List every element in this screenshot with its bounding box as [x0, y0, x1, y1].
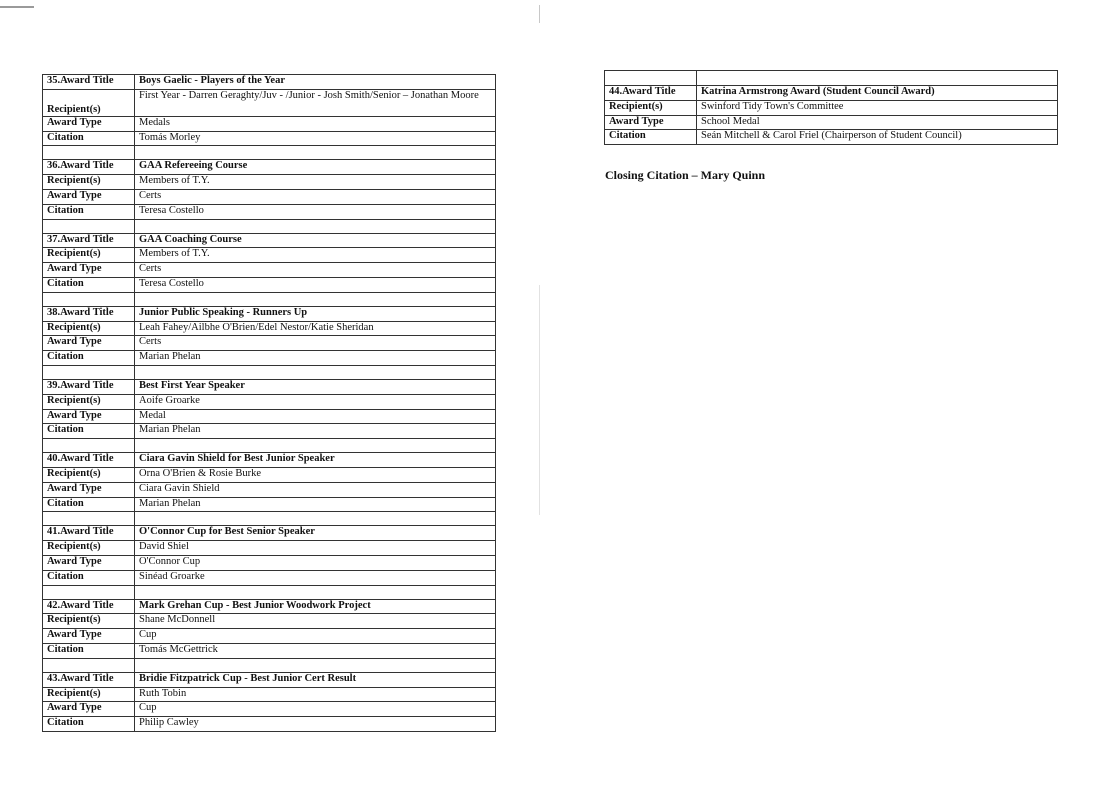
recipients-row [43, 541, 496, 556]
spacer-row [43, 292, 496, 306]
citation-row [43, 643, 496, 658]
recipients-label: Recipient(s) [43, 248, 135, 263]
recipients-row [43, 175, 496, 190]
awards-table-right [604, 70, 1058, 145]
award-type-label: Award Type [605, 115, 697, 130]
award-type-row [605, 115, 1058, 130]
award-title-value: Junior Public Speaking - Runners Up [135, 306, 496, 321]
award-title-label: 43.Award Title [43, 672, 135, 687]
award-type-row [43, 555, 496, 570]
citation-label: Citation [43, 277, 135, 292]
citation-label: Citation [43, 717, 135, 732]
citation-label: Citation [43, 351, 135, 366]
award-title-value: Mark Grehan Cup - Best Junior Woodwork Project [135, 599, 496, 614]
award-title-row [43, 160, 496, 175]
spacer-row [43, 439, 496, 453]
spacer-row [43, 365, 496, 379]
award-type-row [43, 629, 496, 644]
citation-row [43, 424, 496, 439]
recipients-label: Recipient(s) [43, 394, 135, 409]
award-title-label: 39.Award Title [43, 379, 135, 394]
recipients-value: Ruth Tobin [135, 687, 496, 702]
award-type-value: Ciara Gavin Shield [135, 482, 496, 497]
award-type-label: Award Type [43, 482, 135, 497]
recipients-label: Recipient(s) [605, 100, 697, 115]
recipients-row [43, 687, 496, 702]
recipients-label: Recipient(s) [43, 467, 135, 482]
citation-label: Citation [43, 131, 135, 146]
award-title-label: 42.Award Title [43, 599, 135, 614]
award-type-value: Medals [135, 116, 496, 131]
award-type-label: Award Type [43, 702, 135, 717]
citation-row [43, 277, 496, 292]
spacer-row [43, 512, 496, 526]
citation-label: Citation [43, 570, 135, 585]
award-type-value: Certs [135, 263, 496, 278]
recipients-label: Recipient(s) [43, 89, 135, 116]
citation-value: Marian Phelan [135, 497, 496, 512]
recipients-row [43, 321, 496, 336]
award-title-row [43, 75, 496, 90]
recipients-row [43, 248, 496, 263]
award-title-row [605, 86, 1058, 101]
award-title-label: 40.Award Title [43, 453, 135, 468]
recipients-label: Recipient(s) [43, 175, 135, 190]
award-title-value: GAA Refereeing Course [135, 160, 496, 175]
recipients-value: First Year - Darren Geraghty/Juv - /Junior - Josh Smith/Senior – Jonathan Moore [135, 89, 496, 116]
citation-row [43, 717, 496, 732]
citation-row [43, 131, 496, 146]
award-title-row [43, 526, 496, 541]
citation-value: Marian Phelan [135, 424, 496, 439]
award-title-row [43, 306, 496, 321]
award-type-row [43, 116, 496, 131]
award-type-value: Cup [135, 629, 496, 644]
recipients-row [43, 467, 496, 482]
recipients-value: David Shiel [135, 541, 496, 556]
award-title-row [43, 379, 496, 394]
recipients-label: Recipient(s) [43, 687, 135, 702]
award-title-label: 35.Award Title [43, 75, 135, 90]
award-type-value: Certs [135, 189, 496, 204]
award-type-row [43, 336, 496, 351]
award-type-row [43, 263, 496, 278]
award-title-row [43, 233, 496, 248]
award-type-label: Award Type [43, 189, 135, 204]
award-type-label: Award Type [43, 409, 135, 424]
citation-value: Philip Cawley [135, 717, 496, 732]
award-title-row [43, 672, 496, 687]
citation-label: Citation [43, 497, 135, 512]
award-type-label: Award Type [43, 555, 135, 570]
recipients-value: Members of T.Y. [135, 248, 496, 263]
citation-row [43, 351, 496, 366]
citation-row [43, 570, 496, 585]
award-type-label: Award Type [43, 116, 135, 131]
award-title-value: Katrina Armstrong Award (Student Council Award) [697, 86, 1058, 101]
citation-value: Sinéad Groarke [135, 570, 496, 585]
award-title-value: O'Connor Cup for Best Senior Speaker [135, 526, 496, 541]
citation-row [605, 130, 1058, 145]
award-type-row [43, 702, 496, 717]
spacer-row [43, 146, 496, 160]
spacer-row [43, 585, 496, 599]
award-type-value: Certs [135, 336, 496, 351]
page-fold-shadow [539, 285, 540, 515]
awards-table-left [42, 74, 496, 732]
award-title-label: 41.Award Title [43, 526, 135, 541]
citation-label: Citation [43, 424, 135, 439]
citation-row [43, 497, 496, 512]
scan-edge-mark [0, 6, 34, 8]
award-type-label: Award Type [43, 629, 135, 644]
recipients-label: Recipient(s) [43, 321, 135, 336]
award-type-value: O'Connor Cup [135, 555, 496, 570]
spacer-row [605, 71, 1058, 86]
award-title-value: Bridie Fitzpatrick Cup - Best Junior Cert Result [135, 672, 496, 687]
recipients-label: Recipient(s) [43, 541, 135, 556]
citation-value: Seán Mitchell & Carol Friel (Chairperson of Student Council) [697, 130, 1058, 145]
closing-citation: Closing Citation – Mary Quinn [605, 168, 766, 182]
award-title-row [43, 599, 496, 614]
award-title-label: 38.Award Title [43, 306, 135, 321]
recipients-row [43, 89, 496, 116]
award-title-value: Boys Gaelic - Players of the Year [135, 75, 496, 90]
citation-value: Marian Phelan [135, 351, 496, 366]
recipients-value: Aoife Groarke [135, 394, 496, 409]
citation-value: Tomás McGettrick [135, 643, 496, 658]
citation-label: Citation [43, 204, 135, 219]
recipients-value: Members of T.Y. [135, 175, 496, 190]
award-type-row [43, 409, 496, 424]
citation-label: Citation [605, 130, 697, 145]
citation-label: Citation [43, 643, 135, 658]
award-title-value: GAA Coaching Course [135, 233, 496, 248]
award-title-value: Ciara Gavin Shield for Best Junior Speaker [135, 453, 496, 468]
award-type-label: Award Type [43, 263, 135, 278]
page-fold-mark [539, 5, 540, 23]
award-type-value: School Medal [697, 115, 1058, 130]
recipients-value: Swinford Tidy Town's Committee [697, 100, 1058, 115]
award-title-row [43, 453, 496, 468]
recipients-value: Leah Fahey/Ailbhe O'Brien/Edel Nestor/Katie Sheridan [135, 321, 496, 336]
award-title-label: 44.Award Title [605, 86, 697, 101]
recipients-row [43, 394, 496, 409]
spacer-row [43, 219, 496, 233]
award-type-value: Cup [135, 702, 496, 717]
citation-row [43, 204, 496, 219]
recipients-label: Recipient(s) [43, 614, 135, 629]
recipients-row [605, 100, 1058, 115]
citation-value: Tomás Morley [135, 131, 496, 146]
recipients-value: Shane McDonnell [135, 614, 496, 629]
recipients-value: Orna O'Brien & Rosie Burke [135, 467, 496, 482]
citation-value: Teresa Costello [135, 277, 496, 292]
award-type-row [43, 189, 496, 204]
award-type-value: Medal [135, 409, 496, 424]
award-type-row [43, 482, 496, 497]
spacer-row [43, 658, 496, 672]
award-type-label: Award Type [43, 336, 135, 351]
award-title-value: Best First Year Speaker [135, 379, 496, 394]
award-title-label: 37.Award Title [43, 233, 135, 248]
award-title-label: 36.Award Title [43, 160, 135, 175]
citation-value: Teresa Costello [135, 204, 496, 219]
recipients-row [43, 614, 496, 629]
